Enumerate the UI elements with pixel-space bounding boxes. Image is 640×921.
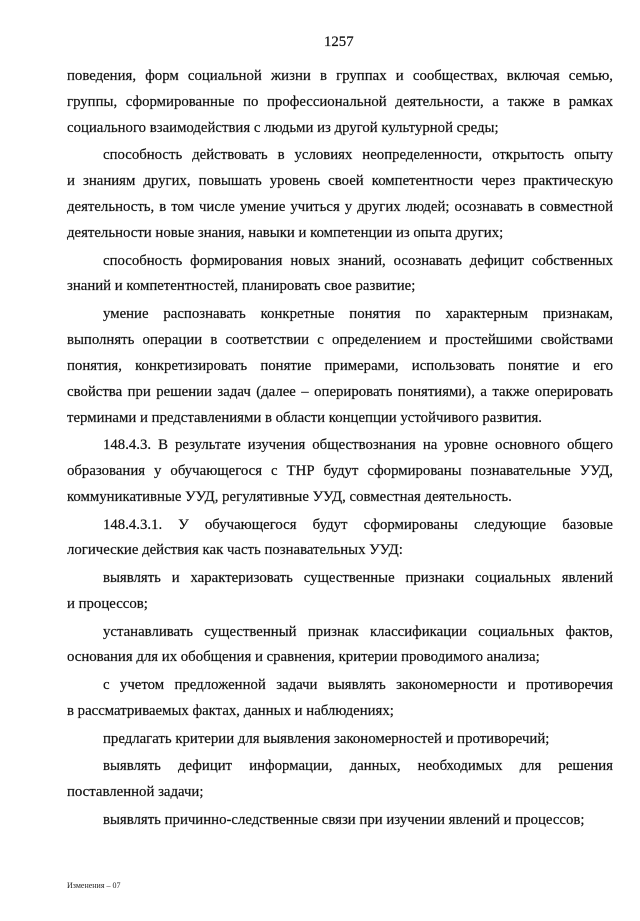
text-line: выявлять дефицит информации, данных, необходимых для решения bbox=[103, 758, 613, 775]
text-line: и знаниям других, повышать уровень своей компетентности через практическую bbox=[67, 173, 613, 190]
text-line: выявлять причинно-следственные связи при изучении явлений и процессов; bbox=[103, 811, 585, 828]
text-line: логические действия как часть познавательных УУД: bbox=[67, 542, 403, 559]
text-line: деятельность, в том числе умение учиться у других людей; осознавать в совместной bbox=[67, 199, 613, 216]
list-item bbox=[67, 673, 613, 725]
paragraph bbox=[67, 64, 613, 142]
text-line: понятия, конкретизировать понятие примерами, использовать понятие и его bbox=[67, 357, 613, 374]
text-line: способность формирования новых знаний, осознавать дефицит собственных bbox=[103, 252, 613, 269]
page-number: 1257 bbox=[324, 34, 354, 50]
text-line: свойства при решении задач (далее – оперировать понятиями), а также оперировать bbox=[67, 383, 613, 400]
text-line: группы, сформированные по профессиональной деятельности, а также в рамках bbox=[67, 93, 613, 110]
text-line: знаний и компетентностей, планировать свое развитие; bbox=[67, 278, 416, 295]
text-line: 148.4.3. В результате изучения обществознания на уровне основного общего bbox=[103, 437, 613, 454]
text-line: социального взаимодействия с людьми из другой культурной среды; bbox=[67, 119, 499, 136]
list-item bbox=[67, 620, 613, 672]
text-line: выявлять и характеризовать существенные признаки социальных явлений bbox=[103, 570, 613, 587]
paragraph bbox=[67, 143, 613, 246]
text-line: поставленной задачи; bbox=[67, 784, 204, 801]
text-line: устанавливать существенный признак классификации социальных фактов, bbox=[103, 623, 613, 640]
section-paragraph bbox=[67, 513, 613, 565]
text-line: коммуникативные УУД, регулятивные УУД, совместная деятельность. bbox=[67, 488, 512, 505]
list-item bbox=[67, 566, 613, 618]
text-line: образования у обучающегося с ТНР будут сформированы познавательные УУД, bbox=[67, 463, 613, 480]
paragraph bbox=[67, 249, 613, 301]
list-item bbox=[67, 727, 613, 753]
text-line: терминами и представлениями в области концепции устойчивого развития. bbox=[67, 409, 543, 426]
text-line: 148.4.3.1. У обучающегося будут сформированы следующие базовые bbox=[103, 516, 613, 533]
text-line: деятельности новые знания, навыки и компетенции из опыта других; bbox=[67, 224, 504, 241]
text-line: умение распознавать конкретные понятия по характерным признакам, bbox=[103, 306, 613, 323]
text-line: предлагать критерии для выявления закономерностей и противоречий; bbox=[103, 730, 550, 747]
text-line: основания для их обобщения и сравнения, критерии проводимого анализа; bbox=[67, 649, 540, 666]
text-line: выполнять операции в соответствии с определением и простейшими свойствами bbox=[67, 331, 613, 348]
text-line: в рассматриваемых фактах, данных и наблюдениях; bbox=[67, 703, 394, 719]
section-paragraph bbox=[67, 433, 613, 511]
list-item bbox=[67, 754, 613, 806]
footer-revision-note: Изменения – 07 bbox=[67, 881, 121, 890]
paragraph bbox=[67, 302, 613, 431]
text-line: и процессов; bbox=[67, 595, 148, 612]
text-line: способность действовать в условиях неопределенности, открытость опыту bbox=[103, 147, 613, 164]
list-item bbox=[67, 808, 613, 834]
text-line: поведения, форм социальной жизни в группах и сообществах, включая семью, bbox=[67, 68, 613, 84]
document-body bbox=[67, 64, 613, 836]
text-line: с учетом предложенной задачи выявлять закономерности и противоречия bbox=[103, 677, 613, 694]
